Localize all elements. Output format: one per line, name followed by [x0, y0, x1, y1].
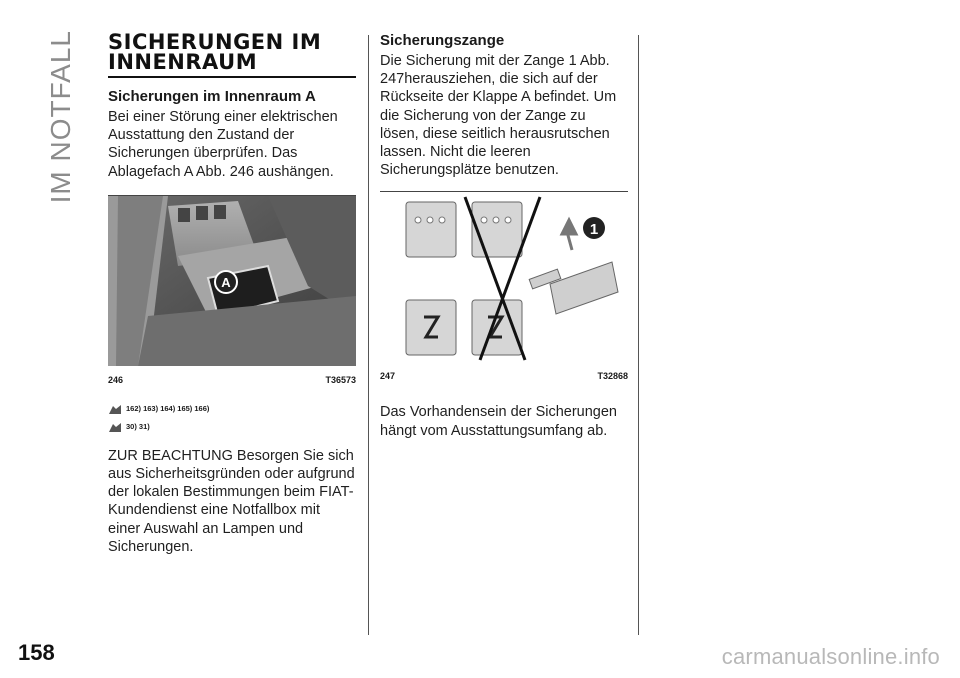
- warning-refs-2: 30) 31): [126, 422, 150, 432]
- pliers-subtitle: Sicherungszange: [380, 32, 505, 49]
- figure-247: [380, 191, 628, 381]
- note-paragraph: ZUR BEACHTUNG Besorgen Sie sich aus Sicherheitsgründen oder aufgrund der lokalen Bestimmungen beim FIAT-Kundendienst eine Notfallbox mit einer Auswahl an Lampen und Sicherungen.: [108, 447, 355, 555]
- figure-246-caption: [108, 371, 356, 385]
- callout-a-label: A: [221, 274, 231, 290]
- left-column: [108, 32, 356, 556]
- warning-ref-row-2: [108, 421, 356, 433]
- dashboard-photo: [108, 196, 356, 366]
- subsection-title: Sicherungen im Innenraum A: [108, 88, 316, 105]
- figure-246-number: 246: [108, 374, 124, 385]
- section-side-tab-label: IM NOTFALL: [45, 30, 76, 204]
- intro-paragraph: Bei einer Störung einer elektrischen Ausstattung den Zustand der Sicherungen überprüfen. Das Ablagefach A Abb. 246 aushängen.: [108, 109, 338, 180]
- figure-247-caption: [380, 367, 628, 381]
- column-divider-2: [638, 35, 639, 635]
- right-column: [380, 32, 628, 440]
- callout-1-label: 1: [589, 221, 599, 239]
- warning-ref-row-1: [108, 403, 356, 415]
- section-side-tab: [36, 30, 86, 230]
- warning-hand-icon: [108, 403, 122, 415]
- figure-246-code: T36573: [325, 374, 356, 385]
- figure-246: [108, 195, 356, 385]
- figure-247-number: 247: [380, 371, 396, 382]
- page-number: 158: [18, 640, 55, 665]
- fuse-pliers-illustration: [380, 192, 628, 362]
- section-title: SICHERUNGEN IM INNENRAUM: [108, 32, 356, 78]
- pliers-paragraph: Die Sicherung mit der Zange 1 Abb. 247herausziehen, die sich auf der Rückseite der Klappe A befindet. Um die Sicherung von der Zange zu lösen, diese seitlich herausrutschen lassen. Nicht die leeren Sicherungsplätze benutzen.: [380, 53, 617, 179]
- warning-refs-1: 162) 163) 164) 165) 166): [126, 404, 210, 414]
- figure-247-code: T32868: [597, 371, 628, 382]
- availability-paragraph: Das Vorhandensein der Sicherungen hängt vom Ausstattungsumfang ab.: [380, 404, 617, 439]
- caution-hand-icon: [108, 421, 122, 433]
- column-divider-1: [368, 35, 369, 635]
- site-watermark: carmanualsonline.info: [721, 644, 940, 669]
